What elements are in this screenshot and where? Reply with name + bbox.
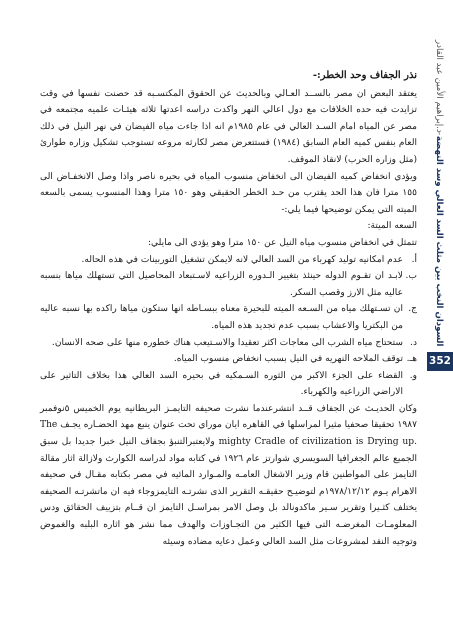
book-title: السودان النخب بين مثلث السد العالي وسد النهضة [434, 135, 444, 347]
paragraph: ويؤدي انخفاض كميه الفيضان الى انخفاض منسوب المياه في بحيره ناصر واذا وصل الانخفـاض الى ١٥٥ مترا فان هذا الحد يقترب من حـد الخطر الحقيقي وهو ١٥٠ مترا وهذا المنسوب يسمى بالسعه الميته التي يمكن توضيحها فيما يلي:- [40, 171, 417, 215]
page-body [40, 68, 417, 550]
paragraph-text: وكان الحديـث عن الجفاف قــد انتشرعندما نشرت صحيفه التايمـز البريطانيه يوم الخميس ٥نوفمبر ١٩٨٧ تحقيقا صحفيا مثيرا لمراسلها في القاهره ايان موراي تحت عنوان ينبع مهد الحضـاره يجـف [40, 403, 417, 431]
list-marker: ج. [408, 304, 417, 315]
list-item-text: لابـد ان تقـوم الدوله حينئذ بتغيير الـدوره الزراعيه لاسـتبعاد المحاصيل التي تستهلك مياها بنسبه عاليه مثل الارز وقصب السكر. [40, 271, 403, 298]
list-item [40, 268, 417, 301]
list-item [40, 368, 417, 401]
running-header [427, 38, 451, 348]
section-heading: نذر الجفاف وحد الخطر:- [312, 70, 417, 81]
list-marker: د. [410, 337, 417, 348]
paragraph-text: ولايعتبرالتنبؤ بجفاف النيل خبرا جديدا بل سبق الجميع عالم الجغرافيا السويسري شوارتز عام ١٩٢٦ في كتابه مواد لدراسه الكوارث ولازالة اثار مقالة التايمز على المواطنين قام وزير الاشغال العامـه والمـوارد المائيه في مصر بكتابه مقـال في صحيفه الاهرام يـوم ١٩٧٨/١٢/١٢م لتوضيـح حقيقـه التقرير الذى نشرتـه التايمزوجاء فيه ان ماتشرتـه الصحيفه يختلف كثـيرا وتقرير سـير ماكدونالد بل وصل الامر بمراسـل التايمز ان قــام بتزييف الحقائق ودس المعلومـات المغرضـه التى فيها الكثير من التجـاوزات والهدف مما نشر هو اثاره البلبه والغموض وتوجيه النقد لمشروعات مثل السد العالي وعمل دعايه مضاده وسيئه [40, 437, 417, 547]
english-title: The mighty Cradle of civilization is Drying up. [40, 420, 417, 448]
list-item-text: ستحتاج مياه الشرب الى معاجات اكثر تعقيدا والاسـتيعب هناك خطوره منها على صحه الانسان. [51, 337, 403, 348]
subheading: السعه الميتة: [367, 221, 417, 232]
list-marker: ب. [405, 271, 417, 282]
list-item [40, 351, 417, 368]
list-item [40, 335, 417, 352]
paragraph: تتمثل في انخفاض منسوب مياه النيل عن ١٥٠ مترا وهو يؤدي الى مايلي: [147, 237, 417, 248]
list-marker: أ. [411, 254, 417, 265]
page-margin-sidebar [425, 0, 453, 640]
page-number: 352 [427, 352, 453, 371]
header-separator: - [434, 132, 444, 136]
list-item-text: ان تسـتهلك مياه من السـعه الميته للبحيرة معناه ببسـاطه انها ستكون مياها راكده بها نسبه عاليه من البكتريا والاعشاب بسبب عدم تجديد هذه المياه. [40, 304, 403, 331]
author-name: د.إبراهيم الأمين عبد القادر [434, 39, 444, 133]
list-item [40, 252, 417, 269]
list-item-text: عدم امكانيه توليد كهرباء من السد العالي لانه لايمكن تشغيل التوربينات في هذه الحاله. [81, 254, 403, 265]
paragraph [40, 401, 417, 550]
list-item [40, 301, 417, 334]
list-marker: هـ. [406, 354, 417, 365]
list-item-text: القضاء على الجزء الاكبر من الثوره السـمكيه في بحيره السد العالي هذا بخلاف التاثير على الاراضي الزراعيه والكهرباء. [40, 370, 403, 398]
list-marker: و. [409, 370, 417, 381]
list-item-text: توقف الملاحه النهريه في النيل بسبب انخفاض منسوب المياه. [173, 354, 403, 365]
paragraph: يعتقد البعض ان مصر بالســد العـالي وبالحديث عن الحقوق المكتسـبه قد حصنت نفسها في وقت تزايدت فيه حده الخلافات مع دول اعالي النهر واكدت دراسه اعدتها ثلاثه هيئـات علميه مجتمعه في مصر عن المياه امام السـد العالي في عام ١٩٨٥م انه اذا جاءت مياه الفيضان في نهر النيل في ذلك العام بنفس كميه العام السابق (١٩٨٤) فستتعرض مصر لكارثه مروعه تستوجب تشكيل وزاره طوارئ (مثل وزاره الحرب) لانقاذ الموقف. [40, 88, 417, 165]
